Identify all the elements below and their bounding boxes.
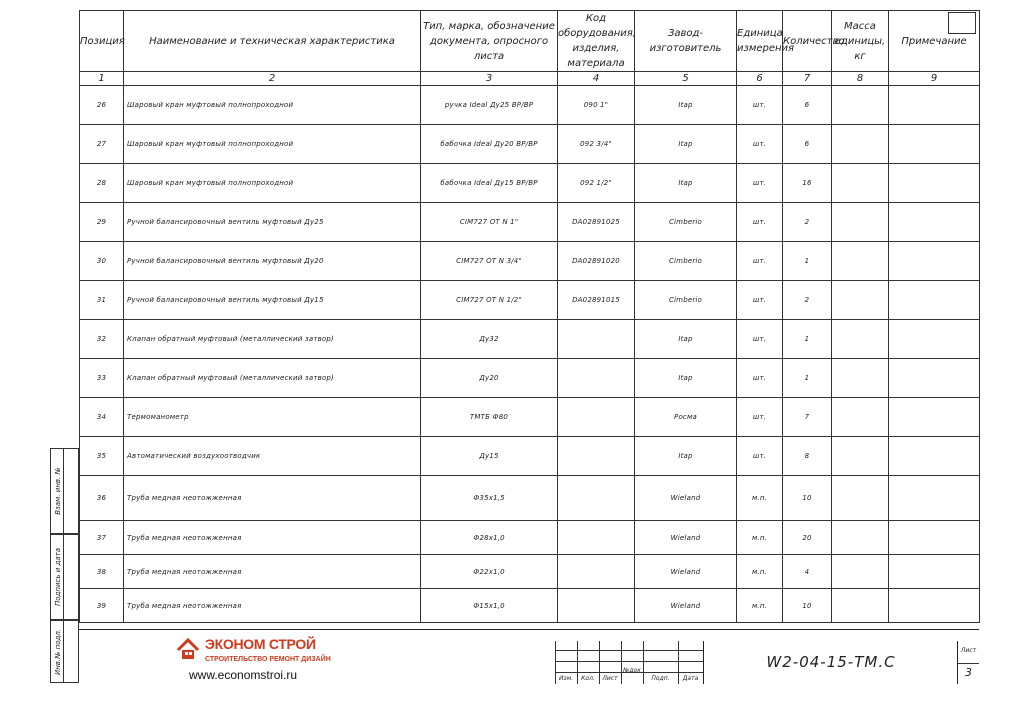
col-number: 5 — [635, 72, 737, 86]
header-mass: Масса единицы, кг — [832, 11, 889, 72]
label-kol: Кол. — [581, 675, 595, 682]
cell-code — [558, 320, 635, 359]
cell-unit: шт. — [737, 164, 783, 203]
header-maker: Завод-изготовитель — [635, 11, 737, 72]
cell-maker: Itap — [635, 86, 737, 125]
cell-pos: 27 — [80, 125, 124, 164]
side-cell-inv-no — [50, 448, 79, 534]
cell-maker: Itap — [635, 320, 737, 359]
table-row — [80, 359, 980, 398]
house-logo-icon — [177, 638, 199, 660]
cell-type: бабочка Ideal Ду20 ВР/ВР — [421, 125, 558, 164]
header-note: Примечание — [889, 11, 980, 72]
col-number: 4 — [558, 72, 635, 86]
cell-qty: 2 — [783, 281, 832, 320]
table-row — [80, 555, 980, 589]
header-type: Тип, марка, обозначение документа, опросного листа — [421, 11, 558, 72]
cell-type: Ф15х1,0 — [421, 589, 558, 623]
cell-mass — [832, 437, 889, 476]
document-code: W2-04-15-ТМ.С — [766, 653, 896, 671]
side-label-sign-date: Подпись и дата — [53, 548, 62, 606]
cell-unit: шт. — [737, 203, 783, 242]
table-row — [80, 521, 980, 555]
cell-mass — [832, 555, 889, 589]
col-number: 7 — [783, 72, 832, 86]
cell-maker: Wieland — [635, 555, 737, 589]
cell-code: DA02891025 — [558, 203, 635, 242]
cell-code — [558, 359, 635, 398]
cell-pos: 36 — [80, 476, 124, 521]
label-data: Дата — [682, 675, 699, 682]
cell-name: Термоманометр — [124, 398, 421, 437]
cell-code — [558, 589, 635, 623]
cell-mass — [832, 589, 889, 623]
cell-mass — [832, 164, 889, 203]
cell-pos: 32 — [80, 320, 124, 359]
cell-type: Ду32 — [421, 320, 558, 359]
cell-note — [889, 164, 980, 203]
cell-qty: 20 — [783, 521, 832, 555]
cell-name: Ручной балансировочный вентиль муфтовый Ду15 — [124, 281, 421, 320]
logo-brand: ЭКОНОМ СТРОЙ — [205, 636, 316, 652]
cell-qty: 6 — [783, 86, 832, 125]
cell-type: бабочка Ideal Ду15 ВР/ВР — [421, 164, 558, 203]
cell-maker: Itap — [635, 437, 737, 476]
label-list: Лист — [602, 675, 618, 682]
specification-table — [79, 10, 980, 623]
cell-name: Шаровый кран муфтовый полнопроходной — [124, 86, 421, 125]
cell-pos: 33 — [80, 359, 124, 398]
col-number: 3 — [421, 72, 558, 86]
cell-pos: 37 — [80, 521, 124, 555]
cell-mass — [832, 86, 889, 125]
cell-type: CIM727 OT N 1/2" — [421, 281, 558, 320]
cell-unit: м.п. — [737, 476, 783, 521]
label-izm: Изм. — [558, 675, 574, 682]
header-row — [80, 11, 980, 72]
cell-code — [558, 398, 635, 437]
cell-mass — [832, 125, 889, 164]
cell-qty: 1 — [783, 359, 832, 398]
side-label-inv-orig: Инв.№ подл. — [53, 628, 62, 675]
cell-code: DA02891015 — [558, 281, 635, 320]
logo-url[interactable]: www.economstroi.ru — [189, 668, 298, 682]
cell-mass — [832, 521, 889, 555]
table-row — [80, 86, 980, 125]
header-code: Код оборудования, изделия, материала — [558, 11, 635, 72]
cell-note — [889, 242, 980, 281]
table-row — [80, 437, 980, 476]
sheet-label: Лист — [960, 647, 977, 654]
side-cell-sign-date — [50, 534, 79, 620]
cell-pos: 35 — [80, 437, 124, 476]
cell-note — [889, 86, 980, 125]
col-number: 9 — [889, 72, 980, 86]
cell-maker: Itap — [635, 164, 737, 203]
cell-type: Ф28х1,0 — [421, 521, 558, 555]
cell-type: Ду15 — [421, 437, 558, 476]
cell-name: Ручной балансировочный вентиль муфтовый Ду25 — [124, 203, 421, 242]
cell-pos: 30 — [80, 242, 124, 281]
header-unit: Единица измерения — [737, 11, 783, 72]
cell-note — [889, 281, 980, 320]
cell-maker: Cimberio — [635, 203, 737, 242]
side-label-inv-no: Взам. инв. № — [53, 467, 62, 515]
document-code-cell — [703, 641, 958, 684]
cell-code: 092 1/2" — [558, 164, 635, 203]
cell-unit: м.п. — [737, 521, 783, 555]
cell-qty: 1 — [783, 320, 832, 359]
cell-maker: Wieland — [635, 521, 737, 555]
label-ndok: №док — [623, 667, 641, 674]
col-number: 6 — [737, 72, 783, 86]
table-row — [80, 125, 980, 164]
header-name: Наименование и техническая характеристика — [124, 11, 421, 72]
cell-maker: Wieland — [635, 476, 737, 521]
cell-name: Шаровый кран муфтовый полнопроходной — [124, 164, 421, 203]
cell-qty: 10 — [783, 476, 832, 521]
cell-qty: 8 — [783, 437, 832, 476]
cell-maker: Itap — [635, 359, 737, 398]
cell-pos: 34 — [80, 398, 124, 437]
sheet-number-cell — [957, 641, 979, 684]
cell-code — [558, 437, 635, 476]
cell-qty: 6 — [783, 125, 832, 164]
cell-maker: Росма — [635, 398, 737, 437]
cell-name: Труба медная неотожженная — [124, 476, 421, 521]
company-logo — [177, 636, 437, 682]
cell-mass — [832, 398, 889, 437]
cell-note — [889, 476, 980, 521]
header-position: Позиция — [80, 11, 124, 72]
table-row — [80, 281, 980, 320]
table-row — [80, 476, 980, 521]
cell-maker: Cimberio — [635, 281, 737, 320]
cell-mass — [832, 359, 889, 398]
cell-pos: 38 — [80, 555, 124, 589]
cell-code — [558, 476, 635, 521]
cell-pos: 39 — [80, 589, 124, 623]
cell-unit: шт. — [737, 86, 783, 125]
cell-name: Автоматический воздухоотводчик — [124, 437, 421, 476]
cell-name: Труба медная неотожженная — [124, 555, 421, 589]
cell-note — [889, 125, 980, 164]
cell-unit: шт. — [737, 437, 783, 476]
stamp-box — [948, 12, 976, 34]
cell-type: ручка Ideal Ду25 ВР/ВР — [421, 86, 558, 125]
table-row — [80, 589, 980, 623]
cell-name: Труба медная неотожженная — [124, 589, 421, 623]
cell-note — [889, 359, 980, 398]
cell-type: CIM727 OT N 1" — [421, 203, 558, 242]
header-qty: Количество — [783, 11, 832, 72]
cell-code — [558, 555, 635, 589]
cell-qty: 4 — [783, 555, 832, 589]
cell-mass — [832, 476, 889, 521]
cell-qty: 16 — [783, 164, 832, 203]
cell-type: Ф35х1,5 — [421, 476, 558, 521]
cell-type: Ду20 — [421, 359, 558, 398]
col-number: 2 — [124, 72, 421, 86]
side-stamp — [50, 448, 79, 683]
cell-unit: м.п. — [737, 555, 783, 589]
cell-mass — [832, 281, 889, 320]
cell-unit: шт. — [737, 398, 783, 437]
table-row — [80, 203, 980, 242]
cell-pos: 31 — [80, 281, 124, 320]
cell-unit: м.п. — [737, 589, 783, 623]
cell-code — [558, 521, 635, 555]
title-block — [79, 629, 979, 684]
table-row — [80, 320, 980, 359]
cell-maker: Wieland — [635, 589, 737, 623]
cell-qty: 2 — [783, 203, 832, 242]
cell-qty: 10 — [783, 589, 832, 623]
cell-type: CIM727 OT N 3/4" — [421, 242, 558, 281]
cell-unit: шт. — [737, 125, 783, 164]
cell-qty: 1 — [783, 242, 832, 281]
cell-pos: 26 — [80, 86, 124, 125]
cell-type: ТМТБ Ф80 — [421, 398, 558, 437]
cell-unit: шт. — [737, 281, 783, 320]
cell-note — [889, 521, 980, 555]
cell-name: Ручной балансировочный вентиль муфтовый Ду20 — [124, 242, 421, 281]
cell-name: Клапан обратный муфтовый (металлический затвор) — [124, 359, 421, 398]
cell-note — [889, 203, 980, 242]
cell-note — [889, 320, 980, 359]
cell-code: 090 1" — [558, 86, 635, 125]
cell-qty: 7 — [783, 398, 832, 437]
cell-unit: шт. — [737, 242, 783, 281]
table-row — [80, 398, 980, 437]
col-number: 1 — [80, 72, 124, 86]
table-row — [80, 242, 980, 281]
col-number: 8 — [832, 72, 889, 86]
cell-type: Ф22х1,0 — [421, 555, 558, 589]
cell-mass — [832, 203, 889, 242]
cell-mass — [832, 320, 889, 359]
table-row — [80, 164, 980, 203]
cell-unit: шт. — [737, 359, 783, 398]
cell-name: Клапан обратный муфтовый (металлический затвор) — [124, 320, 421, 359]
cell-code: DA02891020 — [558, 242, 635, 281]
cell-note — [889, 589, 980, 623]
cell-pos: 29 — [80, 203, 124, 242]
logo-tagline: СТРОИТЕЛЬСТВО РЕМОНТ ДИЗАЙН — [205, 656, 331, 663]
cell-maker: Cimberio — [635, 242, 737, 281]
side-cell-inv-orig — [50, 620, 79, 683]
cell-name: Труба медная неотожженная — [124, 521, 421, 555]
cell-code: 092 3/4" — [558, 125, 635, 164]
cell-maker: Itap — [635, 125, 737, 164]
cell-mass — [832, 242, 889, 281]
column-number-row — [80, 72, 980, 86]
cell-name: Шаровый кран муфтовый полнопроходной — [124, 125, 421, 164]
revision-grid — [555, 641, 703, 684]
sheet-number: 3 — [958, 663, 979, 679]
cell-pos: 28 — [80, 164, 124, 203]
cell-note — [889, 398, 980, 437]
cell-unit: шт. — [737, 320, 783, 359]
cell-note — [889, 437, 980, 476]
label-podp: Подп. — [651, 675, 670, 682]
cell-note — [889, 555, 980, 589]
